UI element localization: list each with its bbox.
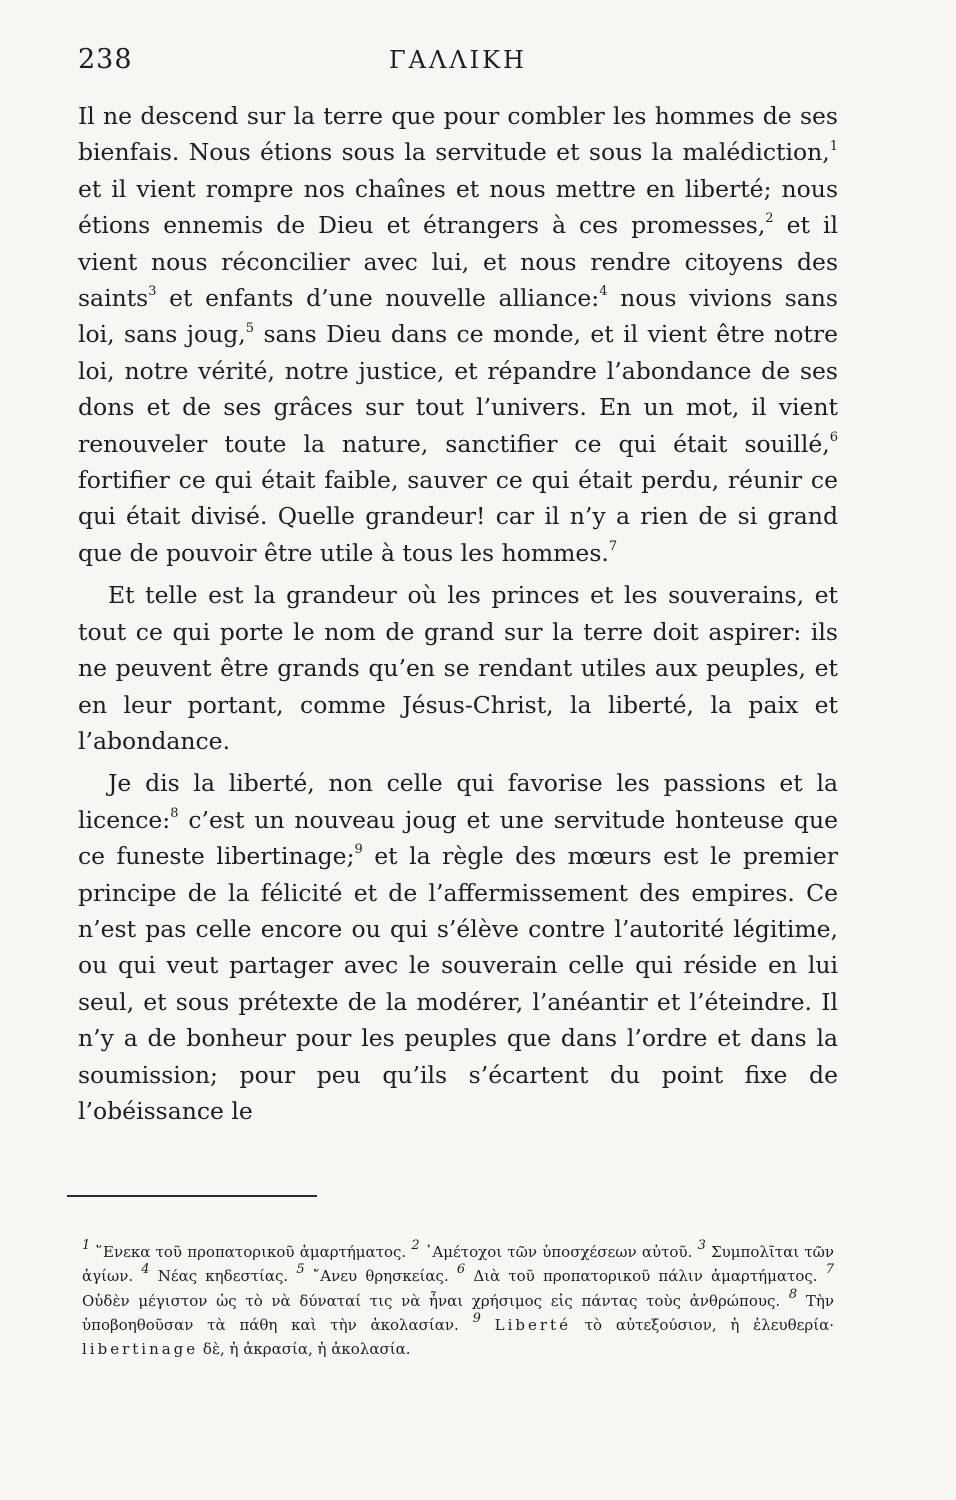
footnote-ref: 8 xyxy=(170,805,179,821)
footnote-text: Νέας κηδεστίας. xyxy=(149,1267,297,1286)
footnote-ref: 5 xyxy=(245,320,255,336)
footnote-ref: 3 xyxy=(148,284,157,300)
paragraph-1 xyxy=(78,98,838,571)
footnote-text: ῞Ενεκα τοῦ προπατορικοῦ ἁμαρτήματος. xyxy=(90,1243,412,1261)
text-run: Il ne descend sur la terre que pour combler les hommes de ses bienfais. Nous étions sous la servitude et sous la malédiction, xyxy=(78,102,838,167)
text-run: nous vivions sans loi, sans joug, xyxy=(78,284,838,349)
footnote-ref: 6 xyxy=(829,429,838,445)
footnote-term: Liberté xyxy=(494,1315,571,1334)
footnote-divider xyxy=(67,1195,317,1197)
footnote-number: 5 xyxy=(296,1262,305,1278)
footnote-text: Οὐδὲν μέγιστον ὡς τὸ νὰ δύναταί τις νὰ ἦναι χρήσιμος εἰς πάντας τοὺς ἀνθρώπους. xyxy=(82,1291,789,1310)
text-run: et il vient nous réconcilier avec lui, et nous rendre citoyens des saints xyxy=(78,211,838,313)
footnotes xyxy=(82,1240,834,1361)
footnote-text: ᾿Αμέτοχοι τῶν ὑποσχέσεων αὐτοῦ. xyxy=(419,1243,698,1261)
text-run: fortifier ce qui était faible, sauver ce qui était perdu, réunir ce qui était divisé. Quelle grandeur! car il n’y a rien de si grand que de pouvoir être utile à tous les hommes. xyxy=(78,466,838,567)
text-run: Je dis la liberté, non celle qui favorise les passions et la licence: xyxy=(78,769,838,834)
footnote-number: 4 xyxy=(141,1262,150,1278)
text-run: c’est un nouveau joug et une servitude honteuse que ce funeste libertinage; xyxy=(78,805,838,871)
text-run: et enfants d’une nouvelle alliance: xyxy=(156,284,600,313)
running-title: ΓΑΛΛΙΚΗ xyxy=(389,46,527,74)
text-run: et la règle des mœurs est le premier principe de la félicité et de l’affermissement des empires. Ce n’est pas celle encore ou qui s’élève contre l’autorité légitime, ou qui veut partager avec le souverain celle qui réside en lui seul, et sous prétexte de la modérer, l’anéantir et l’éteindre. Il n’y a de bonheur pour les peuples que dans l’ordre et dans la soumission; pour peu qu’ils s’écartent du point fixe de l’obéissance le xyxy=(78,842,838,1125)
footnote-ref: 7 xyxy=(608,539,618,555)
page-number: 238 xyxy=(78,44,133,75)
text-run: et il vient rompre nos chaînes et nous mettre en liberté; nous étions ennemis de Dieu et étrangers à ces promesses, xyxy=(78,174,838,240)
footnote-number: 3 xyxy=(697,1238,706,1253)
footnote-text: Συμπολῖται τῶν ἁγίων. xyxy=(82,1243,835,1286)
footnote-text: Διὰ τοῦ προπατορικοῦ πάλιν ἁμαρτήματος. xyxy=(465,1267,826,1286)
footnote-text: Τὴν ὑποβοηθοῦσαν τὰ πάθη καὶ τὴν ἀκολασίαν. xyxy=(82,1291,834,1334)
footnote-number: 6 xyxy=(456,1262,466,1278)
paragraph-2: Et telle est la grandeur où les princes et les souverains, et tout ce qui porte le nom de grand sur la terre doit aspirer: ils ne peuvent être grands qu’en se rendant utiles aux peuples, et en leur portant, comme Jésus-Christ, la liberté, la paix et l’abondance. xyxy=(78,581,838,755)
footnote-text: τὸ αὐτεξούσιον, ἡ ἐλευθερία· xyxy=(570,1315,834,1334)
footnote-number: 2 xyxy=(411,1238,420,1253)
footnote-term: libertinage xyxy=(82,1340,199,1359)
page-header xyxy=(78,44,838,84)
footnote-ref: 4 xyxy=(599,284,608,300)
footnote-text: ῎Ανευ θρησκείας. xyxy=(304,1267,457,1286)
text-run: sans Dieu dans ce monde, et il vient être notre loi, notre vérité, notre justice, et répandre l’abondance de ses dons et de ses grâces sur tout l’univers. En un mot, il vient renouveler toute la nature, sanctifier ce qui était souillé, xyxy=(78,320,838,458)
footnote-number: 8 xyxy=(788,1286,798,1302)
footnote-ref: 1 xyxy=(829,138,838,154)
footnote-ref: 2 xyxy=(765,211,774,227)
footnote-number: 1 xyxy=(82,1238,91,1253)
body-text xyxy=(78,98,838,1129)
paragraph-3 xyxy=(78,765,838,1129)
footnote-number: 7 xyxy=(825,1262,834,1278)
footnote-text: δὲ, ἡ ἀκρασία, ἡ ἀκολασία. xyxy=(198,1340,411,1359)
footnote-number: 9 xyxy=(472,1310,481,1326)
footnote-ref: 9 xyxy=(354,842,363,858)
